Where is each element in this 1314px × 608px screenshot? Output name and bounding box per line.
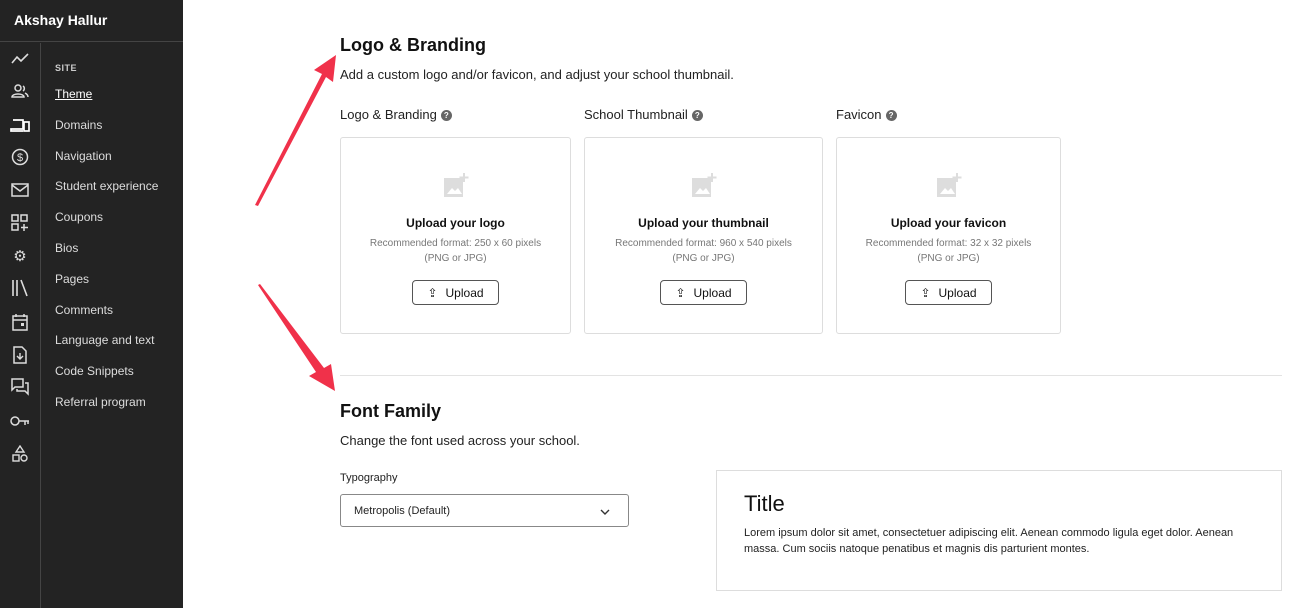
sidebar-item-referral[interactable]: Referral program (55, 394, 146, 409)
upload-label: Upload (693, 285, 732, 300)
branding-subtitle: Add a custom logo and/or favicon, and adjust your school thumbnail. (340, 67, 734, 82)
branding-title: Logo & Branding (340, 35, 486, 55)
sidebar-item-theme[interactable]: Theme (55, 87, 93, 101)
analytics-icon[interactable] (10, 49, 30, 69)
section-divider (340, 375, 1282, 376)
sidebar-item-pages[interactable]: Pages (55, 271, 90, 286)
calendar-icon[interactable] (10, 312, 30, 332)
chevron-down-icon (600, 506, 610, 518)
sales-icon[interactable] (10, 147, 30, 167)
library-icon[interactable] (10, 278, 30, 298)
file-types: (PNG or JPG) (672, 253, 735, 264)
apps-icon[interactable] (10, 213, 30, 233)
file-types: (PNG or JPG) (917, 253, 980, 264)
logo-label (340, 107, 452, 122)
favicon-upload-card[interactable] (836, 137, 1061, 334)
upload-label: Upload (445, 285, 484, 300)
add-image-icon (936, 172, 962, 198)
label-text: Logo & Branding (340, 107, 437, 122)
sidebar-item-bios[interactable]: Bios (55, 240, 79, 255)
site-nav (55, 63, 158, 426)
thumbnail-label (584, 107, 703, 122)
sidebar-item-domains[interactable]: Domains (55, 117, 103, 132)
help-icon[interactable]: ? (692, 110, 703, 121)
upload-button[interactable] (905, 280, 991, 305)
preview-title: Title (744, 491, 785, 516)
help-icon[interactable]: ? (886, 110, 897, 121)
shapes-icon[interactable] (10, 444, 30, 464)
upload-label: Upload (938, 285, 977, 300)
help-icon[interactable]: ? (441, 110, 452, 121)
label-text: School Thumbnail (584, 107, 688, 122)
format-text: Recommended format: 250 x 60 pixels (369, 238, 542, 249)
thumbnail-upload-card[interactable] (584, 137, 823, 334)
upload-icon: ⇪ (920, 285, 931, 300)
format-text: Recommended format: 32 x 32 pixels (865, 238, 1032, 249)
selected-font: Metropolis (Default) (354, 505, 450, 517)
svg-text:$: $ (16, 152, 24, 164)
upload-button[interactable] (412, 280, 498, 305)
upload-icon: ⇪ (675, 285, 686, 300)
arrow-to-branding (255, 55, 336, 206)
chat-icon[interactable] (10, 377, 30, 397)
logo-upload-card[interactable] (340, 137, 571, 334)
upload-icon: ⇪ (427, 285, 438, 300)
font-preview (716, 470, 1282, 591)
typography-label: Typography (340, 472, 398, 484)
site-icon[interactable] (10, 115, 30, 135)
format-text: Recommended format: 960 x 540 pixels (615, 238, 792, 249)
upload-button[interactable] (660, 280, 746, 305)
sidebar-item-comments[interactable]: Comments (55, 302, 114, 317)
label-text: Favicon (836, 107, 882, 122)
arrow-to-font-family (258, 284, 335, 391)
user-name: Akshay Hallur (0, 0, 183, 42)
favicon-label (836, 107, 897, 122)
icon-rail (0, 43, 41, 608)
upload-title: Upload your thumbnail (638, 216, 769, 230)
typography-select[interactable] (340, 494, 629, 527)
sidebar-item-student-experience[interactable]: Student experience (55, 179, 159, 194)
sidebar-item-language[interactable]: Language and text (55, 333, 155, 348)
upload-desc (585, 236, 822, 266)
font-subtitle: Change the font used across your school. (340, 433, 580, 448)
sidebar-item-navigation[interactable]: Navigation (55, 148, 112, 163)
upload-desc (341, 236, 570, 266)
download-icon[interactable] (10, 345, 30, 365)
file-types: (PNG or JPG) (424, 253, 487, 264)
preview-body: Lorem ipsum dolor sit amet, consectetuer adipiscing elit. Aenean commodo ligula eget dolor. Aenean massa. Cum sociis natoque penatibus et magnis dis parturient montes. (744, 527, 1234, 555)
upload-title: Upload your favicon (890, 216, 1007, 230)
sidebar-item-code-snippets[interactable]: Code Snippets (55, 364, 134, 379)
email-icon[interactable] (10, 180, 30, 200)
add-image-icon (691, 172, 717, 198)
font-title: Font Family (340, 401, 442, 421)
add-image-icon (443, 172, 469, 198)
settings-icon[interactable]: ⚙ (13, 248, 27, 265)
key-icon[interactable] (10, 411, 30, 431)
upload-title: Upload your logo (406, 216, 505, 230)
sidebar (0, 0, 183, 608)
nav-section-label: SITE (55, 63, 78, 73)
users-icon[interactable] (10, 81, 30, 101)
sidebar-item-coupons[interactable]: Coupons (55, 210, 104, 225)
upload-desc (837, 236, 1060, 266)
